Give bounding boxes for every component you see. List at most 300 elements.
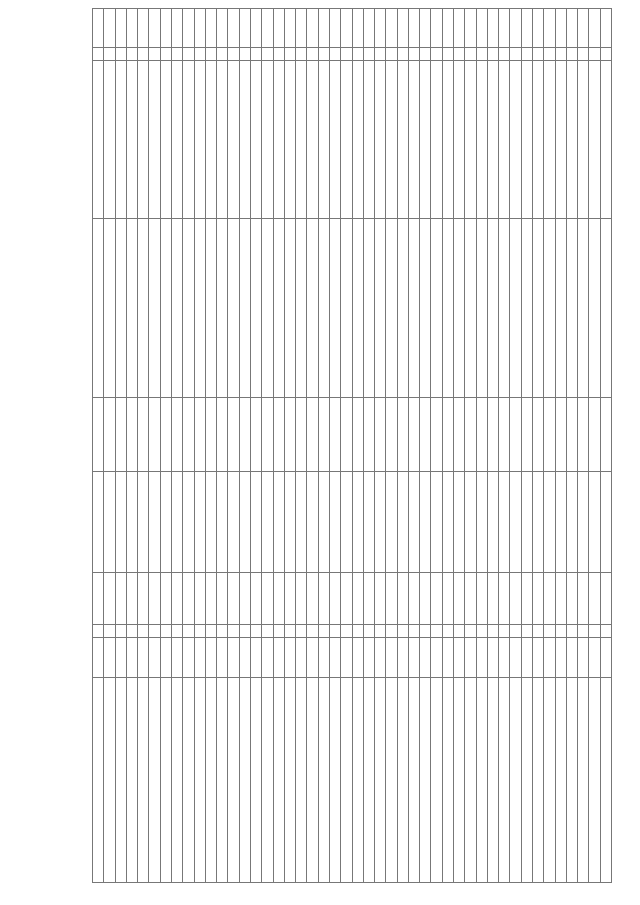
table-cell xyxy=(375,638,386,677)
table-cell xyxy=(465,472,476,573)
table-cell xyxy=(307,61,318,218)
table-cell xyxy=(172,61,183,218)
table-cell xyxy=(375,572,386,624)
table-cell xyxy=(115,48,126,61)
table-cell xyxy=(318,9,329,48)
table-cell xyxy=(284,625,295,638)
table-cell xyxy=(217,48,228,61)
table-cell xyxy=(93,48,104,61)
table-cell xyxy=(239,625,250,638)
table-cell xyxy=(318,61,329,218)
table-row xyxy=(408,9,419,883)
table-cell xyxy=(600,48,611,61)
table-cell xyxy=(239,677,250,882)
table-cell xyxy=(408,472,419,573)
table-cell xyxy=(386,677,397,882)
table-cell xyxy=(431,472,442,573)
table-cell xyxy=(408,625,419,638)
table-cell xyxy=(589,48,600,61)
table-cell xyxy=(115,625,126,638)
table-row xyxy=(318,9,329,883)
table-cell xyxy=(555,61,566,218)
table-cell xyxy=(329,472,340,573)
table-cell xyxy=(318,472,329,573)
table-cell xyxy=(487,638,498,677)
table-cell xyxy=(228,638,239,677)
table-cell xyxy=(499,397,510,471)
table-cell xyxy=(205,638,216,677)
table-cell xyxy=(442,61,453,218)
table-cell xyxy=(160,9,171,48)
table-cell xyxy=(149,677,160,882)
table-cell xyxy=(375,472,386,573)
table-cell xyxy=(104,48,115,61)
table-row xyxy=(194,9,205,883)
table-cell xyxy=(183,9,194,48)
table-cell xyxy=(228,572,239,624)
table-cell xyxy=(386,9,397,48)
table-cell xyxy=(544,625,555,638)
table-cell xyxy=(521,61,532,218)
table-cell xyxy=(126,638,137,677)
table-cell xyxy=(126,572,137,624)
table-cell xyxy=(149,638,160,677)
table-cell xyxy=(296,397,307,471)
table-cell xyxy=(454,677,465,882)
table-row xyxy=(566,9,577,883)
table-row xyxy=(521,9,532,883)
table-cell xyxy=(318,677,329,882)
table-cell xyxy=(363,397,374,471)
table-cell xyxy=(499,472,510,573)
table-cell xyxy=(251,572,262,624)
table-row xyxy=(363,9,374,883)
table-cell xyxy=(318,218,329,397)
table-cell xyxy=(363,638,374,677)
table-row xyxy=(499,9,510,883)
table-cell xyxy=(138,472,149,573)
table-cell xyxy=(194,9,205,48)
table-cell xyxy=(521,48,532,61)
table-cell xyxy=(487,9,498,48)
table-cell xyxy=(454,61,465,218)
table-cell xyxy=(578,625,589,638)
table-cell xyxy=(578,472,589,573)
table-cell xyxy=(600,638,611,677)
table-cell xyxy=(115,9,126,48)
table-cell xyxy=(307,638,318,677)
table-cell xyxy=(341,218,352,397)
table-cell xyxy=(138,218,149,397)
table-cell xyxy=(566,572,577,624)
table-cell xyxy=(442,572,453,624)
table-cell xyxy=(341,9,352,48)
table-row xyxy=(217,9,228,883)
table-cell xyxy=(386,472,397,573)
table-cell xyxy=(273,677,284,882)
table-cell xyxy=(397,472,408,573)
table-row xyxy=(93,9,104,883)
table-cell xyxy=(578,677,589,882)
table-row xyxy=(307,9,318,883)
table-cell xyxy=(149,218,160,397)
table-row xyxy=(465,9,476,883)
table-cell xyxy=(600,61,611,218)
table-cell xyxy=(487,218,498,397)
table-cell xyxy=(555,9,566,48)
table-cell xyxy=(589,638,600,677)
table-cell xyxy=(115,677,126,882)
table-cell xyxy=(93,218,104,397)
table-cell xyxy=(93,572,104,624)
table-cell xyxy=(296,218,307,397)
table-cell xyxy=(408,677,419,882)
table-cell xyxy=(262,638,273,677)
table-cell xyxy=(194,397,205,471)
table-cell xyxy=(228,9,239,48)
table-cell xyxy=(307,218,318,397)
table-cell xyxy=(544,48,555,61)
table-cell xyxy=(521,638,532,677)
table-cell xyxy=(454,397,465,471)
table-cell xyxy=(205,572,216,624)
table-cell xyxy=(228,218,239,397)
table-cell xyxy=(160,638,171,677)
table-cell xyxy=(499,9,510,48)
table-cell xyxy=(115,218,126,397)
table-row xyxy=(375,9,386,883)
table-cell xyxy=(172,397,183,471)
table-cell xyxy=(408,48,419,61)
table-row xyxy=(104,9,115,883)
table-cell xyxy=(465,61,476,218)
table-cell xyxy=(431,61,442,218)
table-cell xyxy=(126,9,137,48)
table-cell xyxy=(172,638,183,677)
table-cell xyxy=(578,48,589,61)
table-cell xyxy=(172,472,183,573)
table-cell xyxy=(318,638,329,677)
table-row xyxy=(578,9,589,883)
table-cell xyxy=(589,677,600,882)
table-cell xyxy=(329,638,340,677)
table-cell xyxy=(465,397,476,471)
table-cell xyxy=(104,397,115,471)
table-cell xyxy=(363,61,374,218)
table-cell xyxy=(510,9,521,48)
table-cell xyxy=(183,397,194,471)
table-cell xyxy=(194,572,205,624)
table-cell xyxy=(521,397,532,471)
table-cell xyxy=(420,625,431,638)
table-cell xyxy=(284,677,295,882)
table-cell xyxy=(521,218,532,397)
table-cell xyxy=(476,572,487,624)
table-cell xyxy=(454,472,465,573)
table-cell xyxy=(397,638,408,677)
table-cell xyxy=(262,472,273,573)
table-cell xyxy=(555,677,566,882)
table-cell xyxy=(465,572,476,624)
table-cell xyxy=(476,48,487,61)
table-cell xyxy=(386,638,397,677)
table-cell xyxy=(476,218,487,397)
table-cell xyxy=(262,397,273,471)
table-cell xyxy=(104,572,115,624)
table-cell xyxy=(262,218,273,397)
table-cell xyxy=(217,625,228,638)
table-cell xyxy=(239,48,250,61)
table-cell xyxy=(307,9,318,48)
table-cell xyxy=(408,638,419,677)
table-row xyxy=(273,9,284,883)
table-cell xyxy=(352,472,363,573)
table-cell xyxy=(420,218,431,397)
table-row xyxy=(454,9,465,883)
table-cell xyxy=(217,397,228,471)
table-cell xyxy=(386,625,397,638)
table-cell xyxy=(194,677,205,882)
table-row xyxy=(544,9,555,883)
table-cell xyxy=(183,625,194,638)
table-cell xyxy=(262,677,273,882)
table-cell xyxy=(555,48,566,61)
table-cell xyxy=(352,61,363,218)
table-cell xyxy=(533,638,544,677)
table-cell xyxy=(126,472,137,573)
table-cell xyxy=(431,625,442,638)
table-cell xyxy=(476,472,487,573)
table-cell xyxy=(566,397,577,471)
table-cell xyxy=(555,472,566,573)
table-cell xyxy=(600,472,611,573)
table-cell xyxy=(499,61,510,218)
table-row xyxy=(589,9,600,883)
table-row xyxy=(442,9,453,883)
table-cell xyxy=(476,61,487,218)
table-cell xyxy=(273,61,284,218)
table-cell xyxy=(160,677,171,882)
table-cell xyxy=(329,572,340,624)
table-cell xyxy=(510,48,521,61)
table-cell xyxy=(454,9,465,48)
table-cell xyxy=(566,677,577,882)
table-cell xyxy=(578,61,589,218)
table-cell xyxy=(465,638,476,677)
table-cell xyxy=(578,9,589,48)
table-cell xyxy=(442,638,453,677)
table-cell xyxy=(397,48,408,61)
table-cell xyxy=(352,572,363,624)
table-row xyxy=(228,9,239,883)
table-cell xyxy=(115,61,126,218)
table-cell xyxy=(465,218,476,397)
table-cell xyxy=(138,397,149,471)
table-cell xyxy=(228,625,239,638)
table-cell xyxy=(589,9,600,48)
table-cell xyxy=(251,625,262,638)
table-cell xyxy=(499,638,510,677)
table-cell xyxy=(307,48,318,61)
table-cell xyxy=(172,48,183,61)
table-cell xyxy=(160,218,171,397)
table-cell xyxy=(533,397,544,471)
table-cell xyxy=(217,638,228,677)
table-cell xyxy=(194,218,205,397)
table-cell xyxy=(104,677,115,882)
table-cell xyxy=(239,61,250,218)
table-row xyxy=(251,9,262,883)
table-cell xyxy=(104,218,115,397)
table-cell xyxy=(420,397,431,471)
table-row xyxy=(352,9,363,883)
table-cell xyxy=(510,61,521,218)
table-cell xyxy=(296,625,307,638)
table-cell xyxy=(284,472,295,573)
table-cell xyxy=(544,218,555,397)
table-cell xyxy=(239,9,250,48)
table-cell xyxy=(420,572,431,624)
table-cell xyxy=(126,218,137,397)
table-cell xyxy=(183,218,194,397)
table-cell xyxy=(149,9,160,48)
table-cell xyxy=(329,677,340,882)
table-cell xyxy=(589,218,600,397)
table-cell xyxy=(93,9,104,48)
table-cell xyxy=(566,48,577,61)
table-cell xyxy=(172,218,183,397)
table-cell xyxy=(251,9,262,48)
table-cell xyxy=(499,572,510,624)
table-cell xyxy=(194,61,205,218)
table-cell xyxy=(600,397,611,471)
table-cell xyxy=(442,397,453,471)
table-cell xyxy=(510,397,521,471)
table-cell xyxy=(352,677,363,882)
table-cell xyxy=(510,472,521,573)
table-cell xyxy=(194,638,205,677)
table-cell xyxy=(476,9,487,48)
table-cell xyxy=(544,638,555,677)
table-cell xyxy=(307,472,318,573)
table-cell xyxy=(454,218,465,397)
table-row xyxy=(205,9,216,883)
table-cell xyxy=(296,48,307,61)
table-cell xyxy=(273,397,284,471)
table-cell xyxy=(431,9,442,48)
table-cell xyxy=(454,625,465,638)
table-cell xyxy=(397,397,408,471)
table-cell xyxy=(329,397,340,471)
table-cell xyxy=(566,218,577,397)
table-cell xyxy=(296,472,307,573)
table-body xyxy=(93,9,612,883)
table-cell xyxy=(420,48,431,61)
table-cell xyxy=(262,9,273,48)
table-cell xyxy=(239,472,250,573)
table-cell xyxy=(104,61,115,218)
table-row xyxy=(115,9,126,883)
table-cell xyxy=(93,397,104,471)
table-cell xyxy=(194,625,205,638)
table-cell xyxy=(115,572,126,624)
table-cell xyxy=(205,61,216,218)
table-cell xyxy=(544,397,555,471)
table-cell xyxy=(375,61,386,218)
table-cell xyxy=(273,572,284,624)
table-cell xyxy=(510,218,521,397)
table-cell xyxy=(318,397,329,471)
table-cell xyxy=(329,218,340,397)
table-row xyxy=(533,9,544,883)
table-row xyxy=(420,9,431,883)
table-cell xyxy=(205,48,216,61)
table-cell xyxy=(397,9,408,48)
table-cell xyxy=(104,625,115,638)
table-cell xyxy=(183,572,194,624)
table-cell xyxy=(408,218,419,397)
table-cell xyxy=(284,218,295,397)
table-cell xyxy=(149,472,160,573)
table-cell xyxy=(397,625,408,638)
table-cell xyxy=(126,397,137,471)
table-cell xyxy=(160,625,171,638)
table-cell xyxy=(205,218,216,397)
table-cell xyxy=(487,48,498,61)
table-cell xyxy=(397,218,408,397)
table-cell xyxy=(566,638,577,677)
table-cell xyxy=(454,638,465,677)
table-cell xyxy=(251,48,262,61)
table-cell xyxy=(533,625,544,638)
table-cell xyxy=(386,48,397,61)
table-cell xyxy=(239,572,250,624)
table-cell xyxy=(465,48,476,61)
table-row xyxy=(510,9,521,883)
table-row xyxy=(138,9,149,883)
table-cell xyxy=(183,638,194,677)
table-row xyxy=(172,9,183,883)
table-cell xyxy=(555,625,566,638)
table-cell xyxy=(160,48,171,61)
data-table xyxy=(92,8,612,883)
table-cell xyxy=(251,638,262,677)
table-cell xyxy=(160,61,171,218)
table-cell xyxy=(194,48,205,61)
table-cell xyxy=(296,572,307,624)
table-cell xyxy=(329,61,340,218)
table-cell xyxy=(544,677,555,882)
table-cell xyxy=(352,48,363,61)
table-cell xyxy=(420,61,431,218)
table-cell xyxy=(251,397,262,471)
table-cell xyxy=(93,677,104,882)
table-cell xyxy=(284,638,295,677)
table-cell xyxy=(566,9,577,48)
table-cell xyxy=(589,61,600,218)
table-cell xyxy=(228,48,239,61)
table-cell xyxy=(273,472,284,573)
table-cell xyxy=(397,677,408,882)
table-cell xyxy=(284,397,295,471)
table-cell xyxy=(341,61,352,218)
table-cell xyxy=(149,572,160,624)
table-cell xyxy=(533,9,544,48)
table-cell xyxy=(408,572,419,624)
table-cell xyxy=(138,9,149,48)
table-cell xyxy=(397,572,408,624)
table-cell xyxy=(521,625,532,638)
